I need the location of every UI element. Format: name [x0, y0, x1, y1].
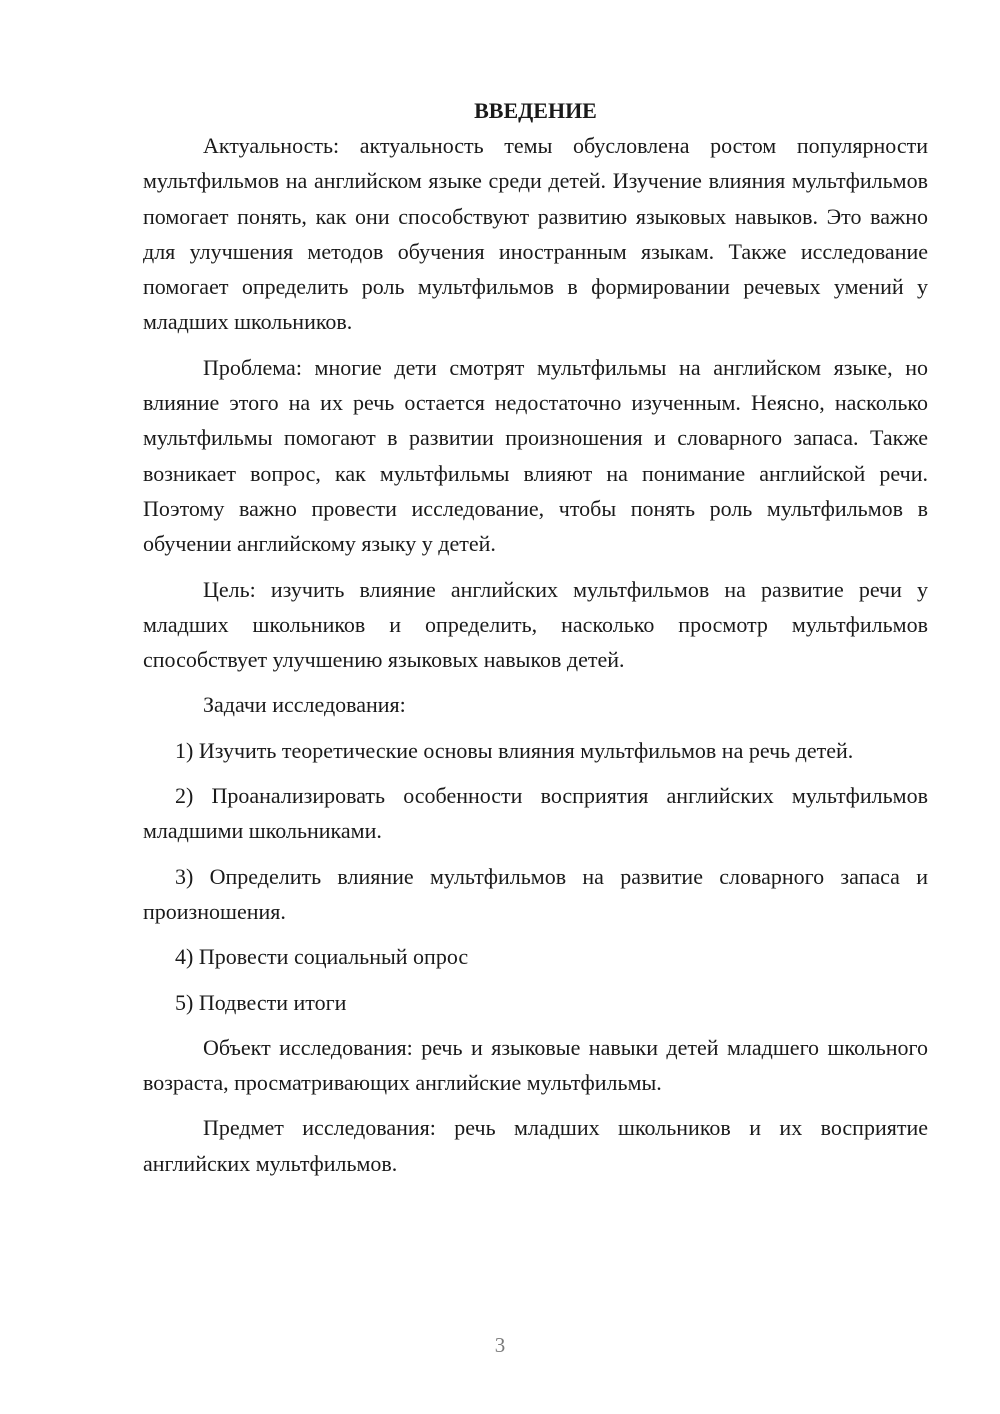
paragraph-object: Объект исследования: речь и языковые навыки детей младшего школьного возраста, просматривающих английские мультфильмы.: [143, 1034, 928, 1096]
tasks-heading: Задачи исследования:: [203, 692, 406, 718]
document-page: [143, 96, 928, 1191]
task-item-5: 5) Подвести итоги: [175, 989, 347, 1015]
task-item-3: 3) Определить влияние мультфильмов на развитие словарного запаса и произношения.: [143, 863, 928, 924]
page-number: 3: [494, 1333, 506, 1357]
paragraph-problem: Проблема: многие дети смотрят мультфильмы на английском языке, но влияние этого на их речь остается недостаточно изученным. Неясно, насколько мультфильмы помогают в развитии произношения и словарного запаса. Также возникает вопрос, как мультфильмы влияют на понимание английской речи. Поэтому важно провести исследование, чтобы понять роль мультфильмов в обучении английскому языку у детей.: [143, 354, 928, 557]
document-title: ВВЕДЕНИЕ: [474, 98, 597, 123]
task-item-4: 4) Провести социальный опрос: [175, 944, 469, 970]
task-item-1: 1) Изучить теоретические основы влияния мультфильмов на речь детей.: [175, 737, 854, 763]
paragraph-relevance: Актуальность: актуальность темы обусловлена ростом популярности мультфильмов на английском языке среди детей. Изучение влияния мультфильмов помогает понять, как они способствуют развитию языковых навыков. Это важно для улучшения методов обучения иностранным языкам. Также исследование помогает определить роль мультфильмов в формировании речевых умений у младших школьников.: [143, 133, 928, 335]
paragraph-subject: Предмет исследования: речь младших школьников и их восприятие английских мультфильмов.: [143, 1115, 928, 1176]
paragraph-goal: Цель: изучить влияние английских мультфильмов на развитие речи у младших школьников и определить, насколько просмотр мультфильмов способствует улучшению языковых навыков детей.: [143, 576, 928, 673]
task-item-2: 2) Проанализировать особенности восприятия английских мультфильмов младшими школьниками.: [143, 783, 928, 844]
